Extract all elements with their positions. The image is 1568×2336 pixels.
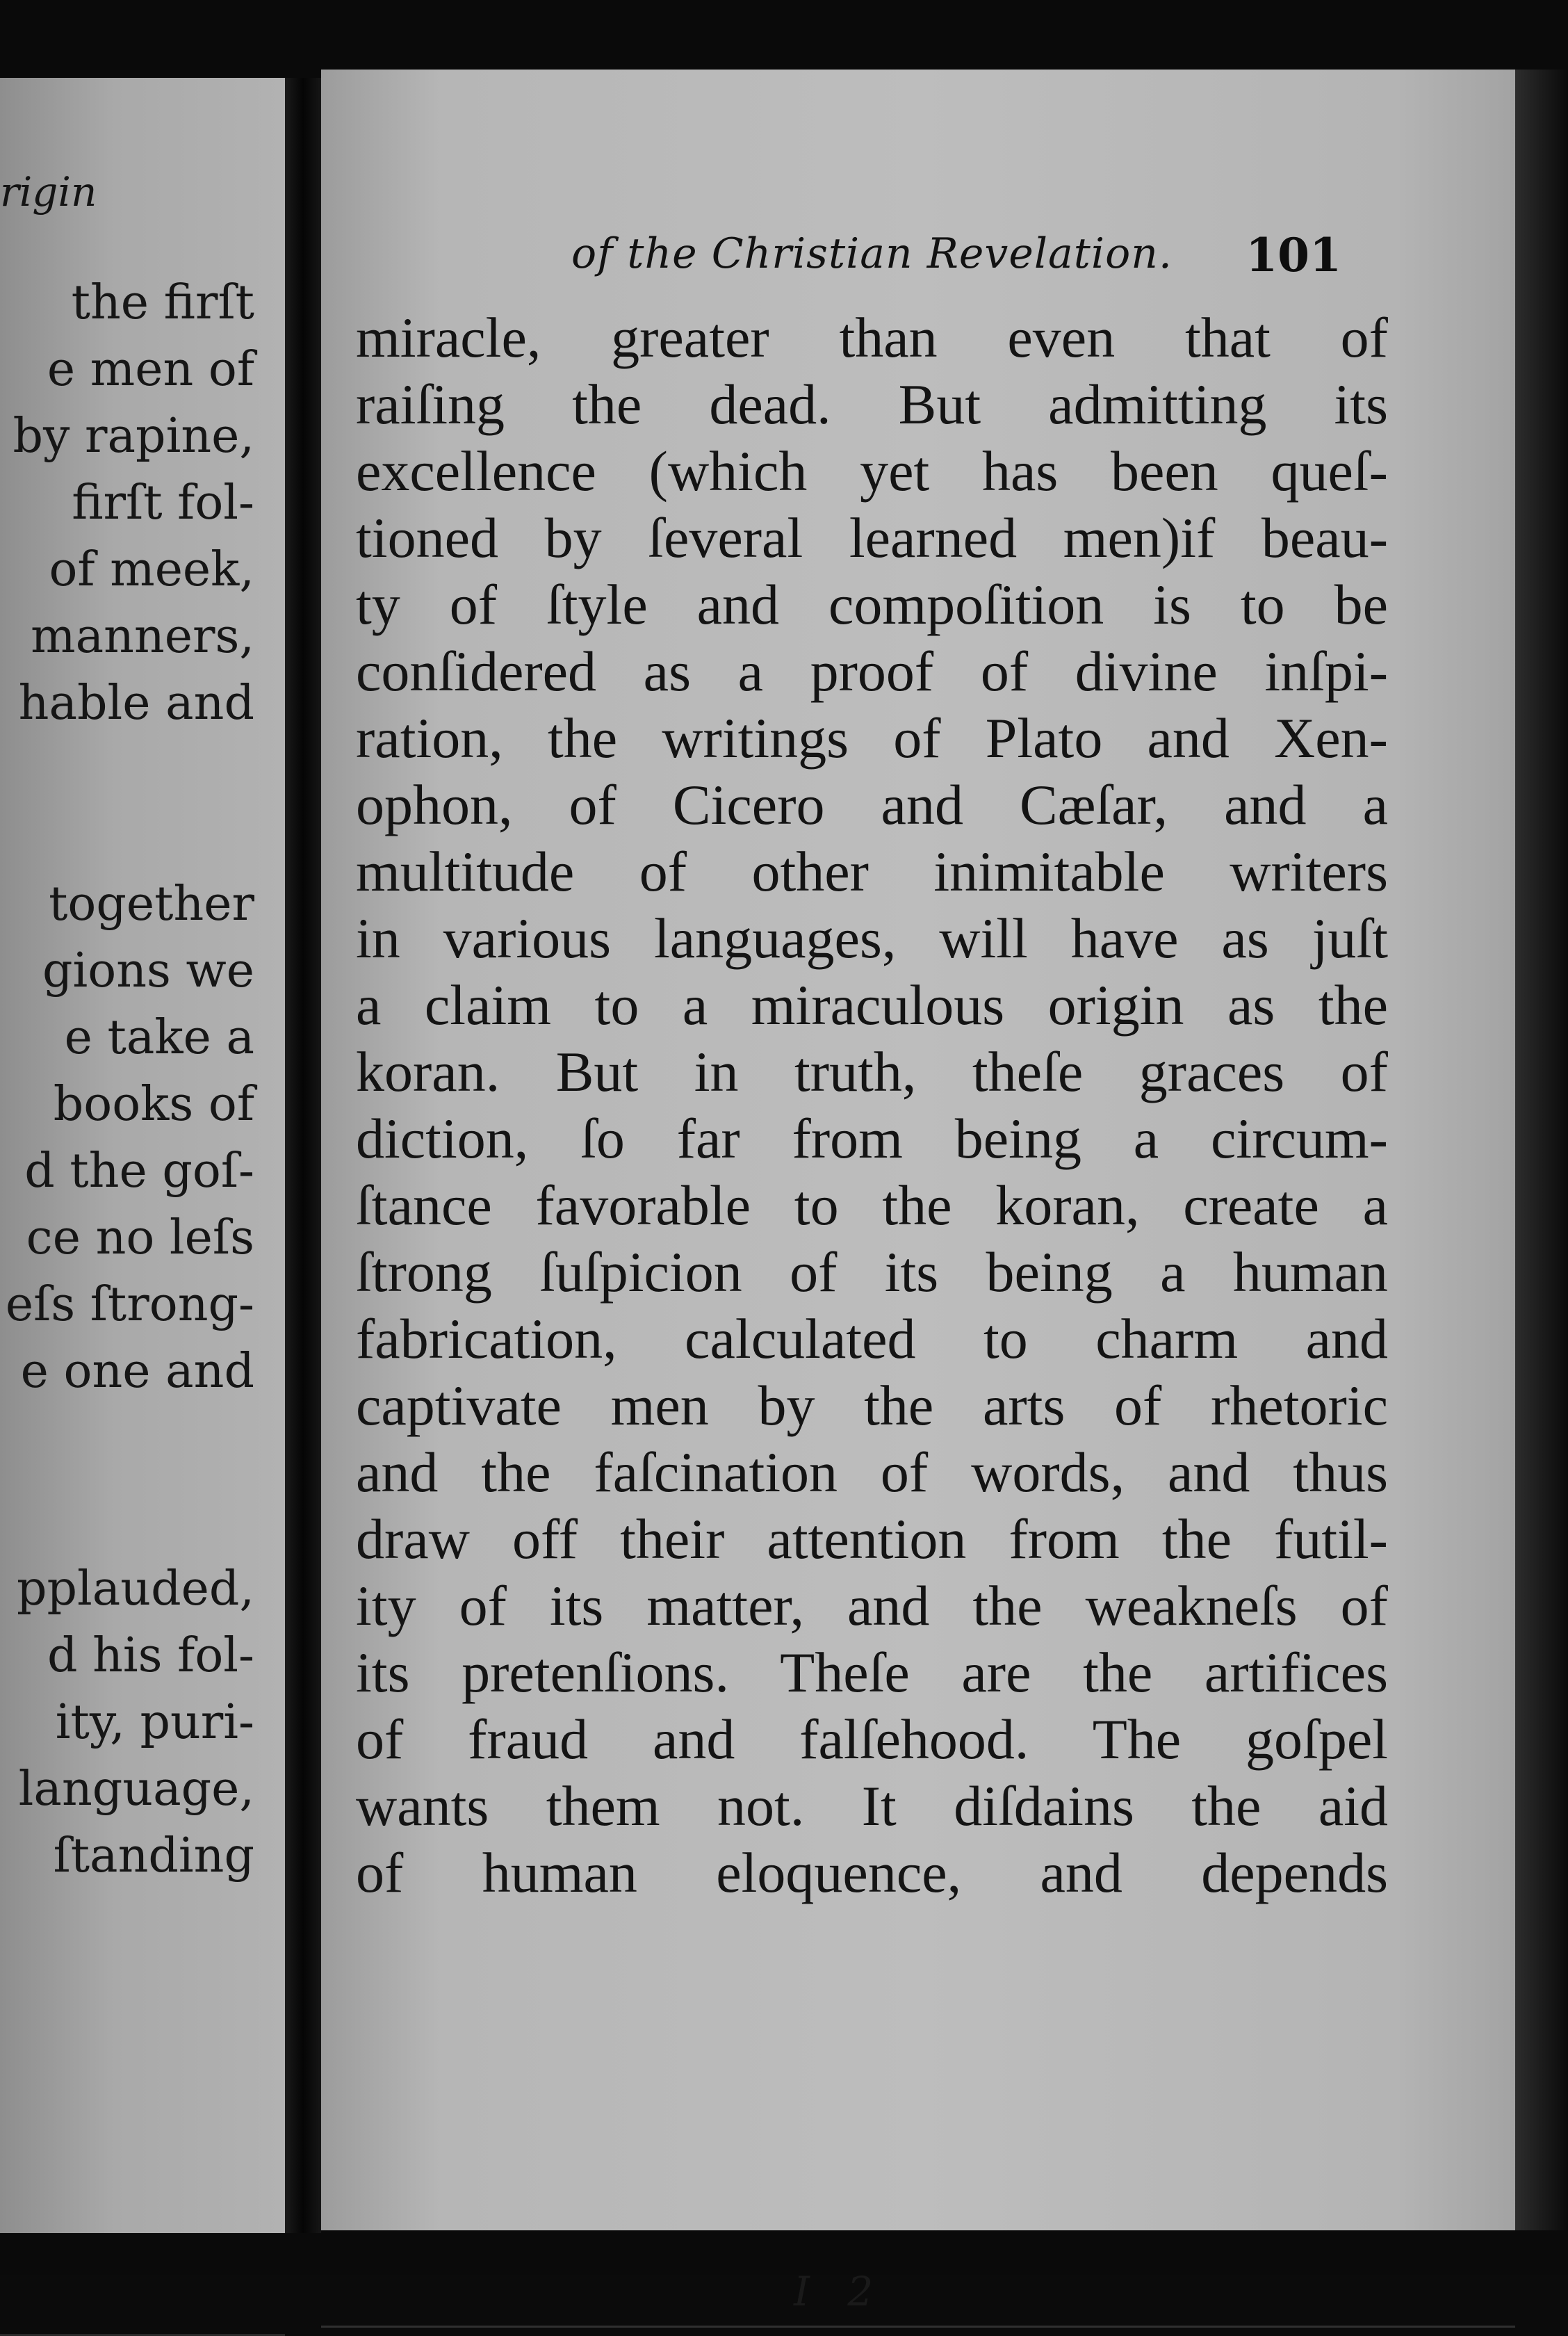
left-text-line: ſtanding — [53, 1828, 254, 1883]
body-text-line: in various languages, will have as juſt — [356, 907, 1388, 970]
left-text-line: the firſt — [71, 275, 254, 330]
left-text-line: gions we — [42, 943, 254, 998]
left-text-line: books of — [53, 1077, 254, 1132]
signature-mark: I 2 — [794, 2268, 886, 2315]
left-text-line: pplauded, — [16, 1562, 254, 1616]
right-page — [321, 70, 1515, 2230]
left-text-line: e take a — [64, 1010, 254, 1065]
body-text-line: fabrication, calculated to charm and — [356, 1307, 1388, 1370]
body-text-line: ſtance favorable to the koran, create a — [356, 1174, 1388, 1237]
body-text-line: captivate men by the arts of rhetoric — [356, 1374, 1388, 1437]
left-text-line: d his fol- — [47, 1628, 254, 1683]
body-text-line: diction, ſo far from being a circum- — [356, 1107, 1388, 1170]
running-head: of the Christian Revelation. — [571, 229, 1173, 278]
page-edge-shadow — [1515, 70, 1568, 2230]
body-text-line: ſtrong ſuſpicion of its being a human — [356, 1240, 1388, 1304]
left-text-line: together — [49, 877, 254, 932]
left-text-line: d the goſ- — [24, 1144, 254, 1199]
body-text-line: its pretenſions. Theſe are the artifices — [356, 1641, 1388, 1704]
left-text-line: ity, puri- — [55, 1695, 254, 1750]
left-text-line: hable and — [18, 676, 254, 731]
body-text-line: multitude of other inimitable writers — [356, 840, 1388, 903]
book-gutter — [285, 78, 321, 2233]
body-text-line: ration, the writings of Plato and Xen- — [356, 706, 1388, 770]
bottom-rule — [321, 2326, 1515, 2328]
page-number: 101 — [1246, 228, 1341, 282]
body-text-line: ity of its matter, and the weakneſs of — [356, 1574, 1388, 1637]
body-text-line: miracle, greater than even that of — [356, 306, 1388, 369]
left-text-line: manners, — [31, 609, 254, 664]
left-text-line: ce no leſs — [26, 1210, 254, 1265]
body-text-line: tioned by ſeveral learned men)if beau- — [356, 506, 1388, 569]
left-page — [0, 78, 285, 2233]
body-text-line: wants them not. It diſdains the aid — [356, 1774, 1388, 1838]
left-text-line: language, — [18, 1762, 254, 1817]
left-text-line: by rapine, — [13, 409, 254, 464]
body-text-line: draw off their attention from the futil- — [356, 1507, 1388, 1571]
left-text-line: of meek, — [49, 542, 254, 597]
body-text-line: a claim to a miraculous origin as the — [356, 973, 1388, 1037]
body-text-line: of human eloquence, and depends — [356, 1841, 1388, 1904]
body-text-line: excellence (which yet has been queſ- — [356, 439, 1388, 503]
left-text-line: e one and — [20, 1344, 254, 1399]
body-text-line: and the faſcination of words, and thus — [356, 1441, 1388, 1504]
body-text-line: of fraud and falſehood. The goſpel — [356, 1708, 1388, 1771]
body-text-line: raiſing the dead. But admitting its — [356, 373, 1388, 436]
left-text-line: firſt fol- — [72, 476, 254, 530]
body-text-line: koran. But in truth, theſe graces of — [356, 1040, 1388, 1103]
body-text-line: ophon, of Cicero and Cæſar, and a — [356, 773, 1388, 836]
left-running-head: rigin — [0, 168, 97, 216]
body-text-line: ty of ſtyle and compoſition is to be — [356, 573, 1388, 636]
left-text-line: eſs ſtrong- — [5, 1277, 254, 1332]
left-text-line: e men of — [47, 342, 254, 397]
body-text-line: conſidered as a proof of divine inſpi- — [356, 640, 1388, 703]
